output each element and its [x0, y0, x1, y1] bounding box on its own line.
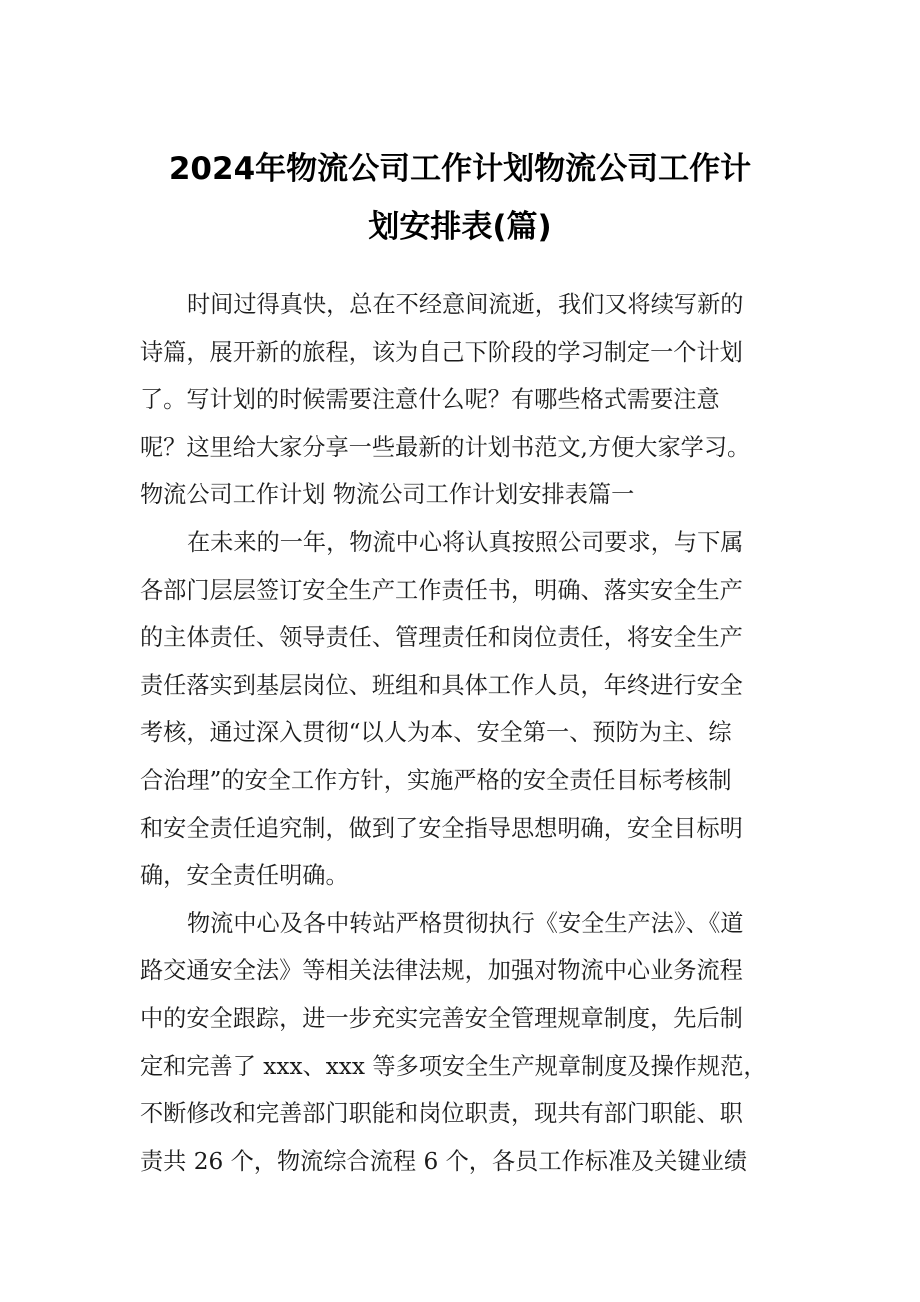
paragraph-1-line: 合治理”的安全工作方针，实施严格的安全责任目标考核制	[140, 766, 732, 794]
paragraph-2-line: 物流中心及各中转站严格贯彻执行《安全生产法》、《道	[187, 909, 744, 937]
paragraph-1-line: 在未来的一年，物流中心将认真按照公司要求，与下属	[187, 528, 744, 556]
paragraph-1-line: 考核，通过深入贯彻“以人为本、安全第一、预防为主、综	[140, 719, 732, 747]
title-line-1: 2024年物流公司工作计划物流公司工作计	[168, 151, 752, 187]
intro-paragraph-line: 了。写计划的时候需要注意什么呢？有哪些格式需要注意	[140, 386, 720, 414]
paragraph-2-line: 责共 26 个，物流综合流程 6 个，各员工作标准及关键业绩	[140, 1147, 748, 1175]
paragraph-1-line: 的主体责任、领导责任、管理责任和岗位责任，将安全生产	[140, 624, 743, 652]
paragraph-1-line: 各部门层层签订安全生产工作责任书，明确、落实安全生产	[140, 576, 743, 604]
document-title	[140, 140, 780, 256]
paragraph-2-line: 定和完善了 xxx、xxx 等多项安全生产规章制度及操作规范，	[140, 1052, 767, 1080]
title-line-2: 划安排表(篇)	[368, 209, 552, 245]
paragraph-2-line: 中的安全跟踪，进一步充实完善安全管理规章制度，先后制	[140, 1004, 743, 1032]
document-body	[140, 281, 790, 1185]
intro-paragraph-line: 诗篇，展开新的旅程，该为自己下阶段的学习制定一个计划	[140, 338, 743, 366]
paragraph-1-line: 确，安全责任明确。	[140, 862, 349, 890]
paragraph-1-line: 和安全责任追究制，做到了安全指导思想明确，安全目标明	[140, 814, 743, 842]
paragraph-2-line: 不断修改和完善部门职能和岗位职责，现共有部门职能、职	[140, 1100, 743, 1128]
paragraph-1-line: 责任落实到基层岗位、班组和具体工作人员，年终进行安全	[140, 671, 743, 699]
intro-paragraph-line: 时间过得真快，总在不经意间流逝，我们又将续写新的	[187, 291, 744, 318]
intro-paragraph-line: 呢？这里给大家分享一些最新的计划书范文,方便大家学习。	[140, 433, 751, 461]
section-heading: 物流公司工作计划 物流公司工作计划安排表篇一	[140, 481, 635, 509]
paragraph-2-line: 路交通安全法》等相关法律法规，加强对物流中心业务流程	[140, 957, 743, 985]
